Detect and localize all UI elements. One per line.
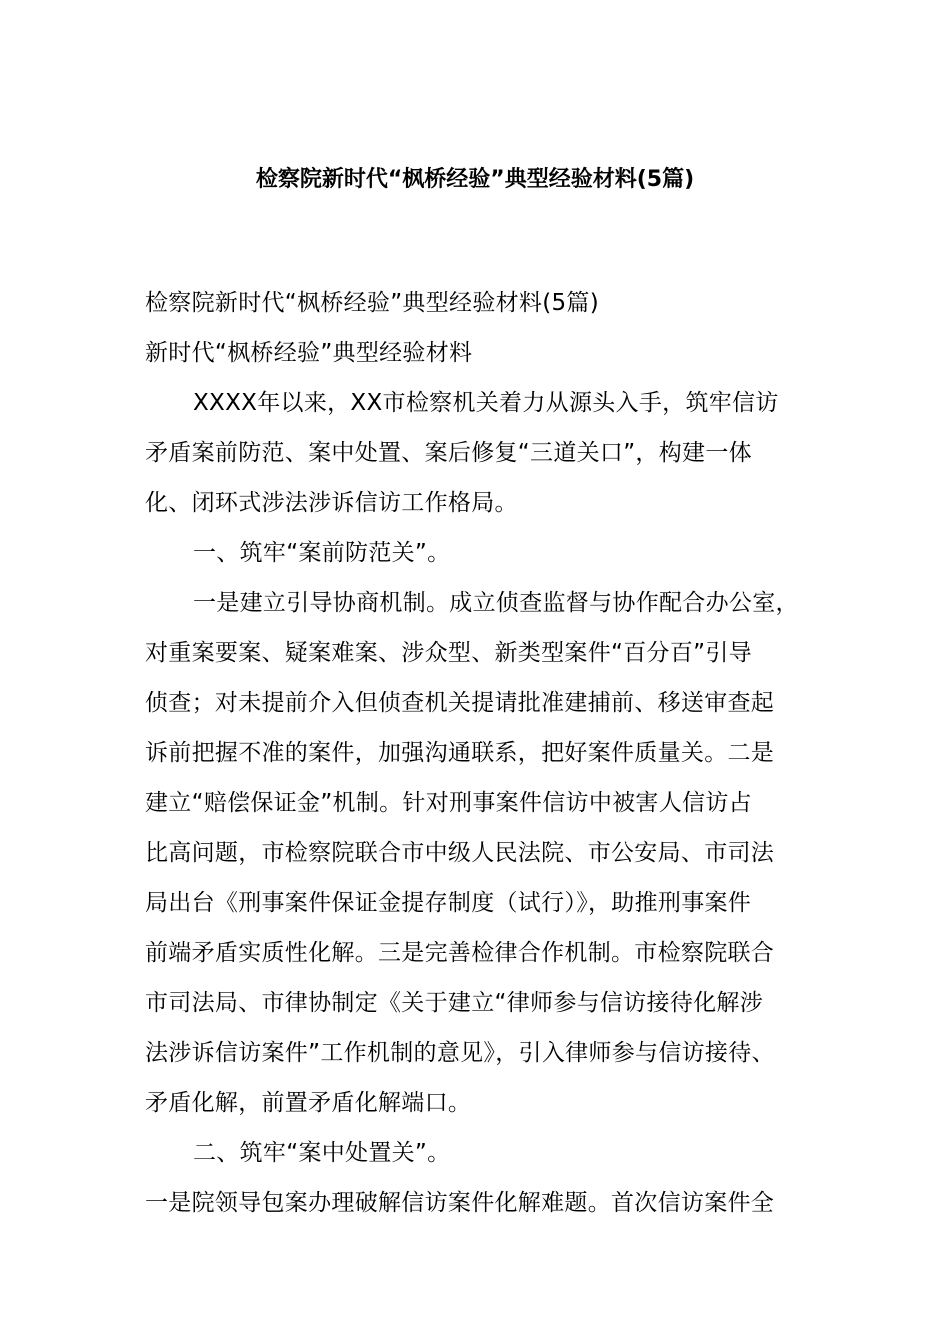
section-heading: 一、筑牢“案前防范关”。 (193, 540, 451, 566)
body-line: 一是建立引导协商机制。成立侦查监督与协作配合办公室， (193, 590, 799, 616)
body-line: 前端矛盾实质性化解。三是完善检律合作机制。市检察院联合 (145, 940, 775, 966)
body-line: 建立“赔偿保证金”机制。针对刑事案件信访中被害人信访占 (145, 790, 752, 816)
section-heading: 二、筑牢“案中处置关”。 (193, 1140, 451, 1166)
body-line: 新时代“枫桥经验”典型经验材料 (145, 340, 473, 366)
body-line: 矛盾化解，前置矛盾化解端口。 (145, 1090, 472, 1116)
body-line: 比高问题，市检察院联合市中级人民法院、市公安局、市司法 (145, 840, 775, 866)
body-line: 侦查；对未提前介入但侦查机关提请批准建捕前、移送审查起 (145, 690, 775, 716)
body-line: 法涉诉信访案件”工作机制的意见》，引入律师参与信访接待、 (145, 1040, 775, 1066)
body-line: 检察院新时代“枫桥经验”典型经验材料(5篇) (145, 290, 600, 316)
body-line: 对重案要案、疑案难案、涉众型、新类型案件“百分百”引导 (145, 640, 752, 666)
body-line: 市司法局、市律协制定《关于建立“律师参与信访接待化解涉 (145, 990, 764, 1016)
body-line: 局出台《刑事案件保证金提存制度（试行）》，助推刑事案件 (145, 890, 752, 916)
body-line: 诉前把握不准的案件，加强沟通联系，把好案件质量关。二是 (145, 740, 775, 766)
body-line: 化、闭环式涉法涉诉信访工作格局。 (145, 490, 518, 516)
body-line: 一是院领导包案办理破解信访案件化解难题。首次信访案件全 (145, 1190, 775, 1216)
body-line: 矛盾案前防范、案中处置、案后修复“三道关口”，构建一体 (145, 440, 752, 466)
document-title: 检察院新时代“枫桥经验”典型经验材料(5篇) (255, 167, 695, 192)
body-line: XXXX年以来，XX市检察机关着力从源头入手，筑牢信访 (193, 390, 779, 416)
